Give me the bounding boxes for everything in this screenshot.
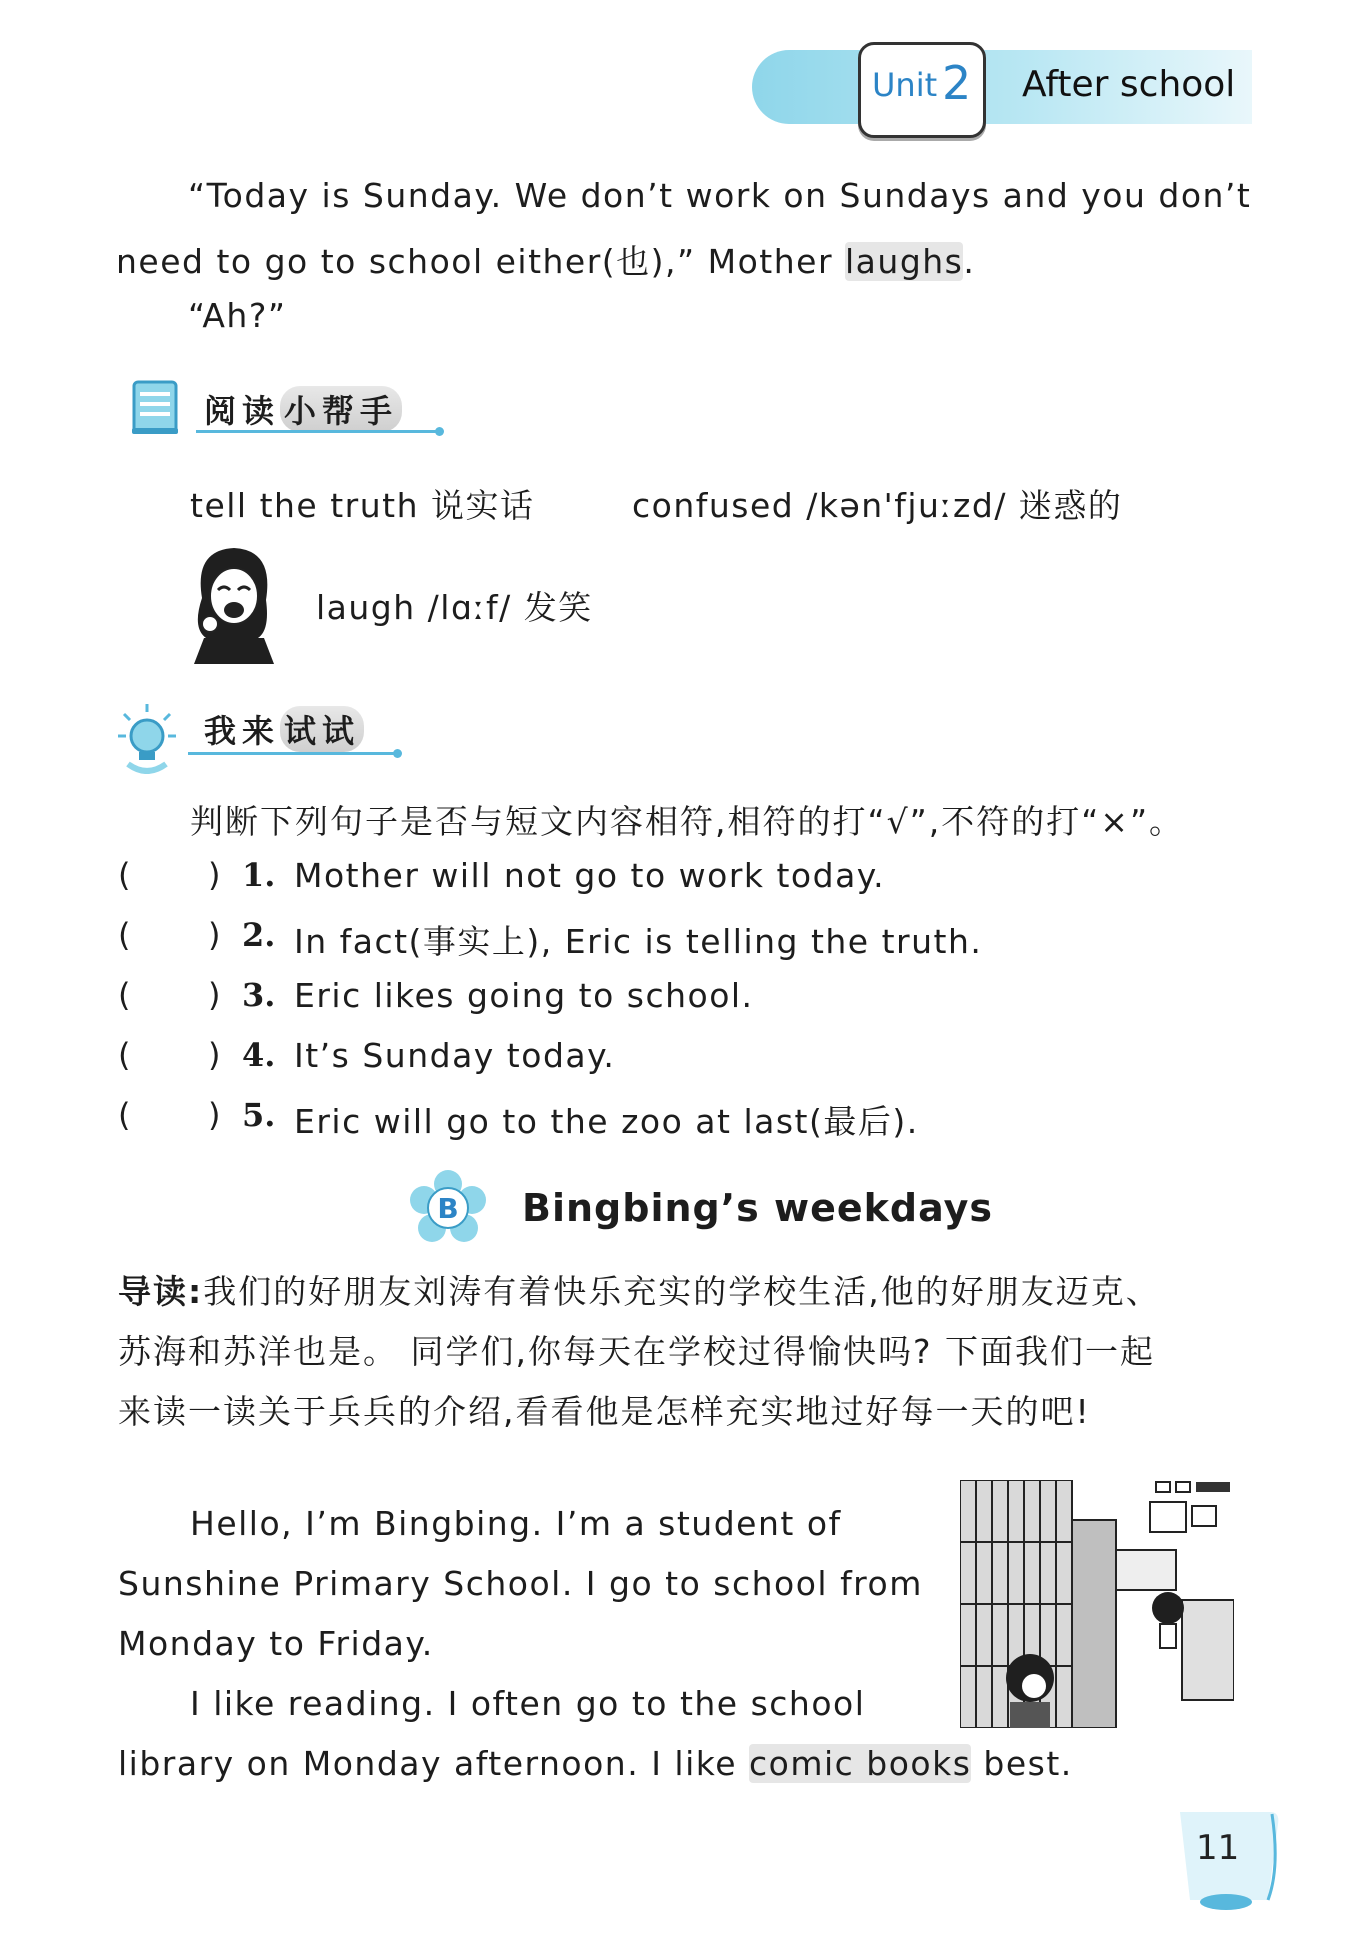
answer-open-paren: ( bbox=[118, 916, 131, 954]
try-it-underline bbox=[188, 752, 398, 755]
answer-open-paren: ( bbox=[118, 976, 131, 1014]
vocab-tell-the-truth: tell the truth 说实话 bbox=[190, 486, 535, 525]
answer-open-paren: ( bbox=[118, 1096, 131, 1134]
question-number: 2. bbox=[242, 916, 276, 954]
story-line-2-a: need to go to school either(也),” Mother bbox=[116, 242, 846, 281]
page-number: 11 bbox=[1196, 1828, 1240, 1868]
section-badge-letter: B bbox=[437, 1192, 459, 1225]
story-line-1: “Today is Sunday. We don’t work on Sundays and you don’t bbox=[188, 176, 1252, 215]
lead-line-1 bbox=[118, 1266, 1161, 1313]
unit-title: After school bbox=[1022, 64, 1236, 105]
lead-label: 导读: bbox=[118, 1272, 204, 1311]
answer-open-paren: ( bbox=[118, 1036, 131, 1074]
passage-p2-line2-c: best. bbox=[971, 1744, 1073, 1783]
answer-close-paren: ) bbox=[208, 1096, 221, 1134]
story-line-3: “Ah?” bbox=[188, 296, 287, 335]
answer-close-paren: ) bbox=[208, 1036, 221, 1074]
try-it-instruction: 判断下列句子是否与短文内容相符,相符的打“√”,不符的打“×”。 bbox=[190, 802, 1185, 841]
story-line-2 bbox=[116, 236, 975, 283]
lead-line-2: 苏海和苏洋也是。 同学们,你每天在学校过得愉快吗? 下面我们一起 bbox=[118, 1332, 1155, 1371]
try-it-title-a: 我来 bbox=[204, 712, 281, 750]
passage-p2-line2-a: library on Monday afternoon. I like bbox=[118, 1744, 749, 1783]
try-it-title-b: 试试 bbox=[280, 706, 364, 752]
reading-helper-title-a: 阅读 bbox=[204, 392, 281, 430]
answer-open-paren: ( bbox=[118, 856, 131, 894]
lead-text-1: 我们的好朋友刘涛有着快乐充实的学校生活,他的好朋友迈克、 bbox=[203, 1272, 1161, 1311]
try-it-title bbox=[204, 706, 364, 752]
answer-close-paren: ) bbox=[208, 976, 221, 1014]
question-text: In fact(事实上), Eric is telling the truth. bbox=[294, 922, 983, 961]
lightbulb-icon bbox=[118, 702, 176, 774]
answer-close-paren: ) bbox=[208, 916, 221, 954]
passage-p1-line2: Sunshine Primary School. I go to school from bbox=[118, 1564, 923, 1603]
question-number: 1. bbox=[242, 856, 276, 894]
highlighted-word-laughs: laughs bbox=[845, 242, 964, 281]
book-icon bbox=[128, 378, 182, 438]
passage-p1-line1: Hello, I’m Bingbing. I’m a student of bbox=[190, 1504, 842, 1543]
question-text: Eric likes going to school. bbox=[294, 976, 754, 1015]
lead-line-3: 来读一读关于兵兵的介绍,看看他是怎样充实地过好每一天的吧! bbox=[118, 1392, 1091, 1431]
reading-helper-title-b: 小帮手 bbox=[280, 386, 402, 432]
vocab-laugh: laugh /lɑːf/ 发笑 bbox=[316, 588, 593, 627]
laughing-woman-illustration bbox=[184, 540, 280, 664]
highlighted-phrase-comic-books: comic books bbox=[748, 1744, 972, 1783]
question-number: 3. bbox=[242, 976, 276, 1014]
question-number: 5. bbox=[242, 1096, 276, 1134]
reading-helper-underline bbox=[196, 430, 440, 433]
answer-close-paren: ) bbox=[208, 856, 221, 894]
passage-p2-line1: I like reading. I often go to the school bbox=[190, 1684, 866, 1723]
passage-p2-line2 bbox=[118, 1744, 1073, 1783]
question-text: It’s Sunday today. bbox=[294, 1036, 616, 1075]
question-number: 4. bbox=[242, 1036, 276, 1074]
section-b-title: Bingbing’s weekdays bbox=[522, 1186, 993, 1230]
vocab-confused: confused /kən'fjuːzd/ 迷惑的 bbox=[632, 486, 1123, 525]
flower-badge-icon bbox=[410, 1170, 486, 1246]
story-line-2-c: . bbox=[963, 242, 976, 281]
question-text: Mother will not go to work today. bbox=[294, 856, 886, 895]
question-text: Eric will go to the zoo at last(最后). bbox=[294, 1102, 919, 1141]
unit-word: Unit bbox=[872, 66, 938, 104]
reading-helper-title bbox=[204, 386, 402, 432]
unit-number: 2 bbox=[942, 56, 972, 110]
passage-p1-line3: Monday to Friday. bbox=[118, 1624, 434, 1663]
library-illustration bbox=[960, 1480, 1234, 1728]
